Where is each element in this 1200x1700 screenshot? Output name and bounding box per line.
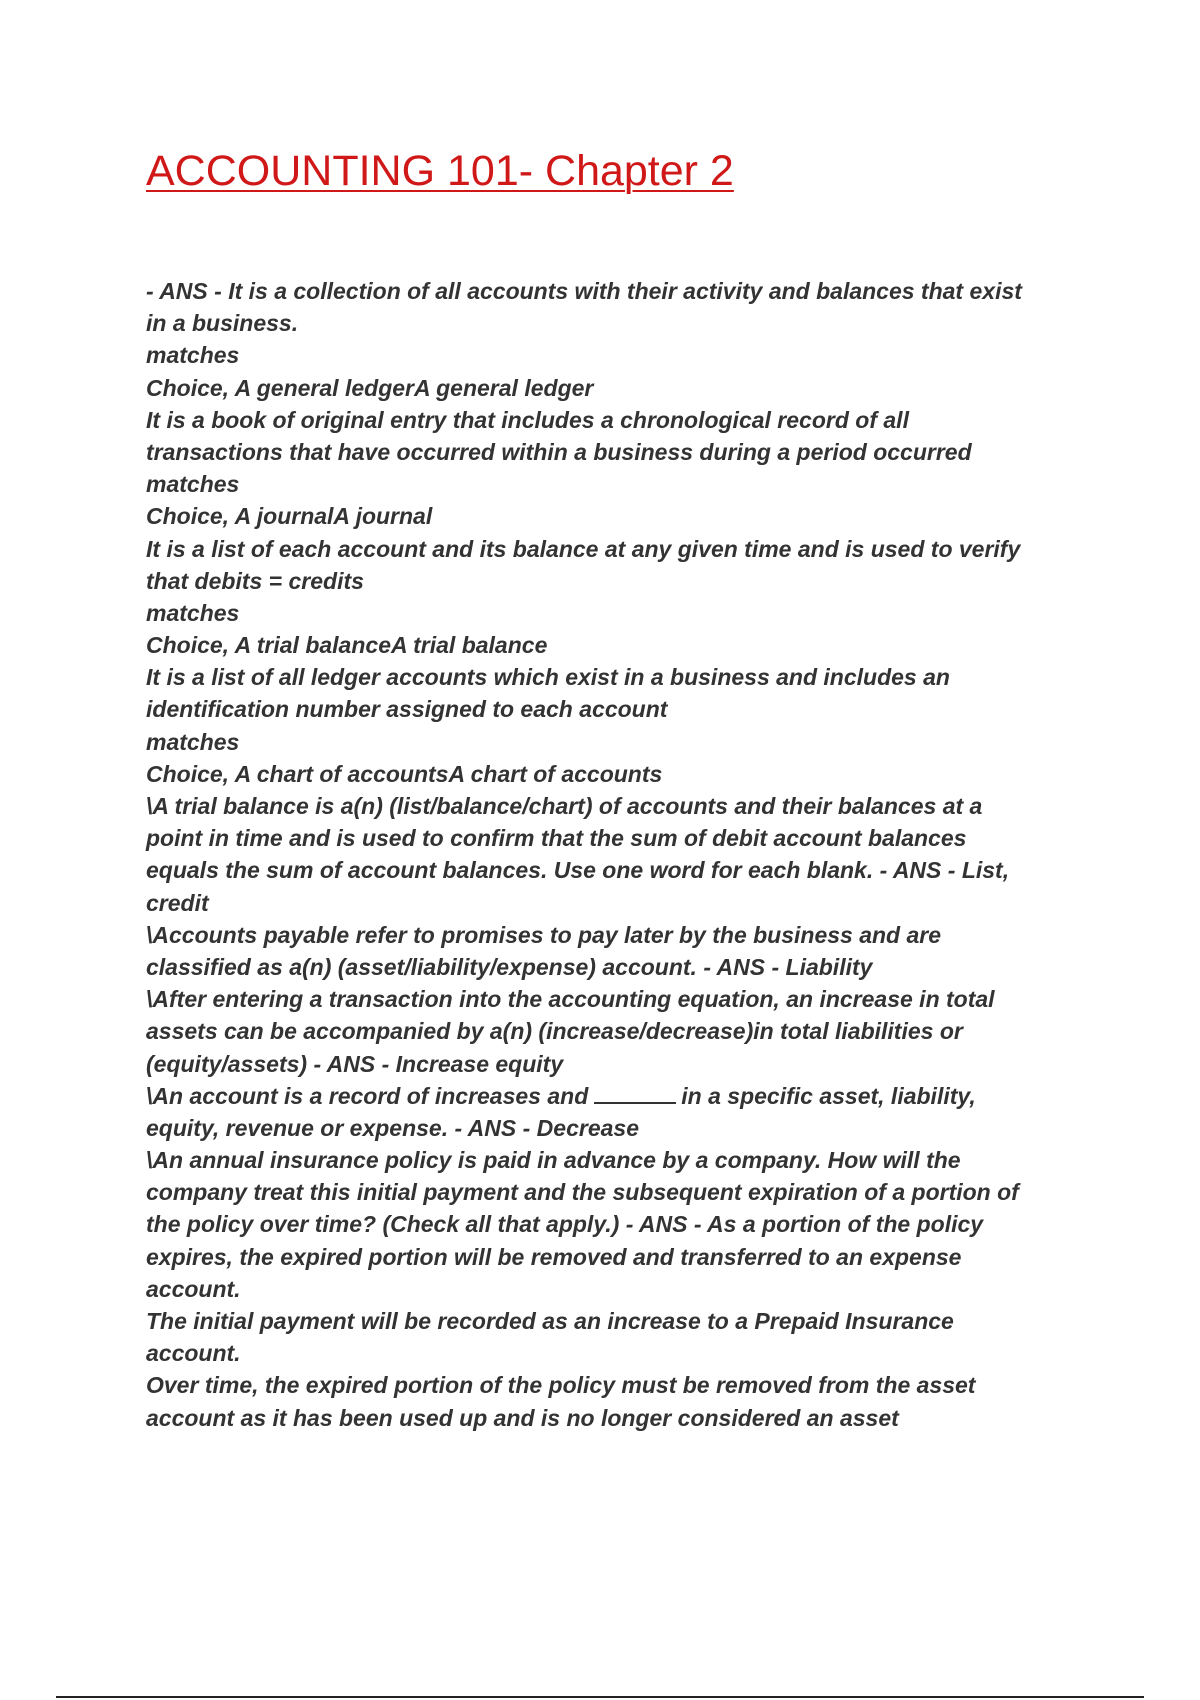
text-line: matches [146,728,240,755]
text-line: The initial payment will be recorded as an increase to a Prepaid Insurance [146,1308,954,1334]
text-line: Choice, A journalA journal [146,503,433,530]
text-line: It is a book of original entry that includes a chronological record of all [146,406,909,433]
text-line: Choice, A trial balanceA trial balance [146,632,548,659]
text-line-with-blank [146,1080,1076,1112]
text-line: Over time, the expired portion of the policy must be removed from the asset [146,1372,976,1399]
footer-divider [56,1696,1144,1698]
text-line: matches [146,599,240,626]
document-title: ACCOUNTING 101- Chapter 2 [146,147,734,195]
document-body [146,275,1076,1434]
text-line: equity, revenue or expense. - ANS - Decrease [146,1114,639,1141]
fill-in-blank [594,1102,676,1104]
text-line: point in time and is used to confirm that the sum of debit account balances [146,825,967,852]
text-line: matches [146,471,240,498]
text-line: \A trial balance is a(n) (list/balance/chart) of accounts and their balances at a [146,793,983,819]
text-line: It is a list of all ledger accounts which exist in a business and includes an [146,664,950,691]
text-line: classified as a(n) (asset/liability/expense) account. - ANS - Liability [146,953,873,980]
text-line: \An annual insurance policy is paid in advance by a company. How will the [146,1147,961,1174]
text-line: transactions that have occurred within a business during a period occurred [146,438,972,465]
text-line: \After entering a transaction into the accounting equation, an increase in total [146,986,995,1013]
text-after-blank: in a specific asset, liability, [681,1082,976,1109]
text-line: account as it has been used up and is no longer considered an asset [146,1404,899,1431]
text-line: identification number assigned to each account [146,696,668,723]
text-line: matches [146,342,240,369]
text-line: Choice, A chart of accountsA chart of accounts [146,760,663,787]
text-line: assets can be accompanied by a(n) (increase/decrease)in total liabilities or [146,1018,963,1045]
text-line: (equity/assets) - ANS - Increase equity [146,1050,564,1077]
text-line: Choice, A general ledgerA general ledger [146,374,594,401]
text-line: that debits = credits [146,567,364,594]
text-line: - ANS - It is a collection of all accounts with their activity and balances that exist [146,278,1022,304]
text-line: company treat this initial payment and the subsequent expiration of a portion of [146,1179,1019,1206]
text-line: account. [146,1340,241,1367]
text-line: in a business. [146,310,299,337]
text-line: It is a list of each account and its balance at any given time and is used to verify [146,535,1021,562]
text-line: \Accounts payable refer to promises to pay later by the business and are [146,921,942,948]
text-line: equals the sum of account balances. Use one word for each blank. - ANS - List, [146,857,1010,884]
text-line: the policy over time? (Check all that apply.) - ANS - As a portion of the policy [146,1211,984,1238]
text-line: credit [146,889,209,916]
text-line: expires, the expired portion will be removed and transferred to an expense [146,1243,962,1270]
text-before-blank: \An account is a record of increases and [146,1082,589,1109]
text-line: account. [146,1275,241,1302]
